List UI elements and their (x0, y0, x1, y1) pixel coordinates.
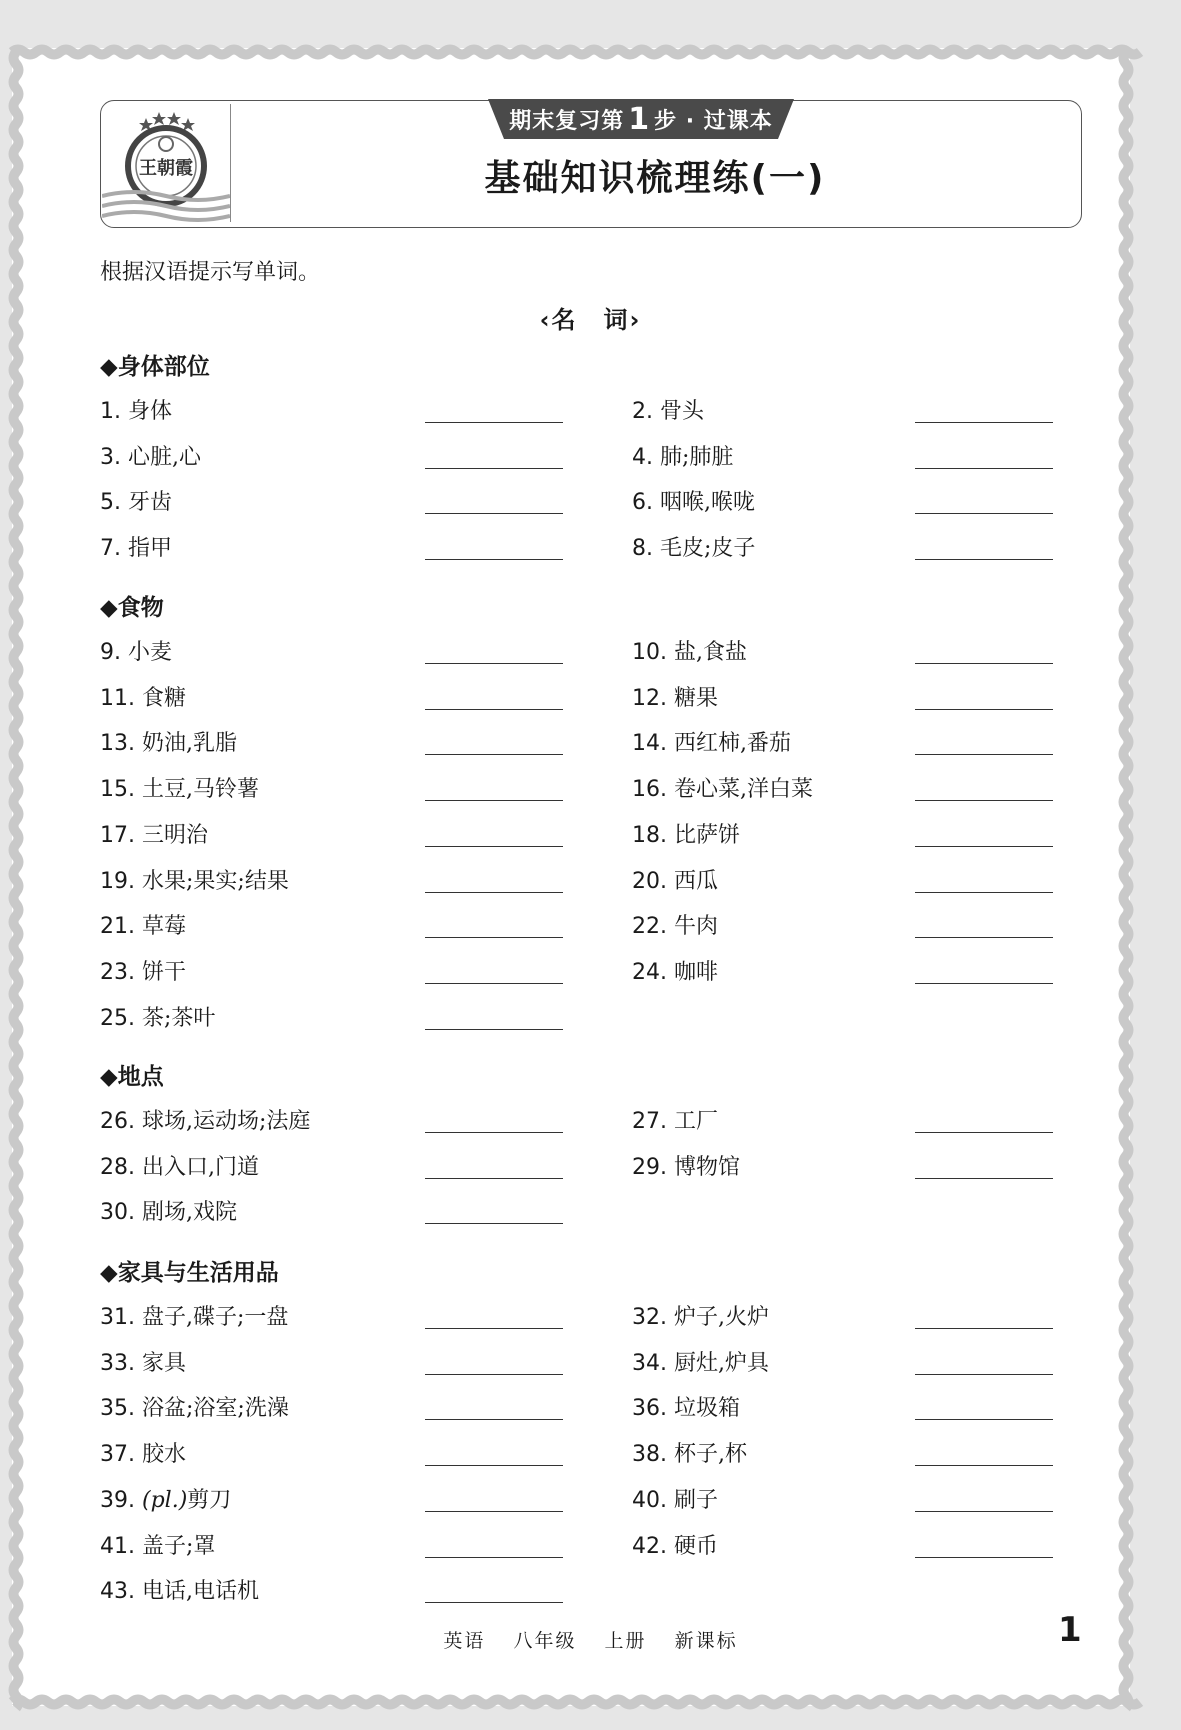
answer-blank[interactable] (425, 468, 563, 469)
item-chinese-hint: 骨头 (660, 399, 705, 424)
exercise-item (100, 440, 201, 471)
exercise-item (632, 864, 718, 895)
category-heading: ◆家具与生活用品 (100, 1260, 279, 1286)
answer-blank[interactable] (425, 709, 563, 710)
item-number: 8. (632, 536, 653, 562)
item-number: 37. (100, 1442, 135, 1468)
item-number: 5. (100, 490, 121, 516)
item-number: 30. (100, 1200, 135, 1226)
answer-blank[interactable] (915, 1178, 1053, 1179)
item-chinese-hint: 咖啡 (674, 959, 719, 985)
item-number: 33. (100, 1350, 135, 1376)
item-chinese-hint: 比萨饼 (674, 822, 741, 848)
answer-blank[interactable] (915, 559, 1053, 560)
answer-blank[interactable] (425, 1178, 563, 1179)
category-heading: ◆身体部位 (100, 354, 210, 380)
item-chinese-hint: 肺;肺脏 (660, 444, 734, 470)
answer-blank[interactable] (915, 1374, 1053, 1375)
answer-blank[interactable] (425, 1511, 563, 1512)
item-number: 28. (100, 1154, 135, 1180)
answer-blank[interactable] (425, 1602, 563, 1603)
section-heading: ‹名 词› (539, 306, 642, 334)
answer-blank[interactable] (915, 709, 1053, 710)
item-number: 4. (632, 444, 653, 470)
exercise-item (632, 635, 747, 666)
exercise-item (632, 909, 718, 940)
footer-grade: 八年级 (513, 1630, 577, 1652)
exercise-item (100, 1346, 186, 1377)
answer-blank[interactable] (915, 1511, 1053, 1512)
item-number: 32. (632, 1305, 667, 1330)
answer-blank[interactable] (915, 937, 1053, 938)
exercise-item (632, 440, 733, 471)
item-number: 6. (632, 490, 653, 516)
exercise-item (632, 1483, 718, 1514)
answer-blank[interactable] (425, 1465, 563, 1466)
item-chinese-hint: 厨灶,炉具 (674, 1350, 769, 1376)
item-number: 26. (100, 1109, 135, 1134)
item-chinese-hint: 饼干 (142, 959, 187, 985)
item-chinese-hint: 心脏,心 (128, 444, 201, 470)
item-chinese-hint: 球场,运动场;法庭 (142, 1109, 311, 1134)
answer-blank[interactable] (425, 846, 563, 847)
item-chinese-hint: 胶水 (142, 1442, 187, 1468)
item-chinese-hint: 草莓 (142, 914, 187, 940)
footer-volume: 上册 (604, 1630, 647, 1652)
item-number: 40. (632, 1487, 667, 1513)
item-chinese-hint: 茶;茶叶 (142, 1005, 216, 1031)
item-number: 24. (632, 959, 667, 985)
exercise-item (100, 955, 186, 986)
exercise-item (100, 1483, 231, 1514)
item-chinese-hint: 指甲 (128, 536, 173, 562)
exercise-item (632, 681, 718, 712)
item-number: 21. (100, 914, 135, 940)
answer-blank[interactable] (915, 983, 1053, 984)
exercise-item (632, 1346, 769, 1377)
item-number: 18. (632, 822, 667, 848)
answer-blank[interactable] (425, 663, 563, 664)
answer-blank[interactable] (425, 1223, 563, 1224)
item-number: 42. (632, 1533, 667, 1559)
answer-blank[interactable] (425, 892, 563, 893)
answer-blank[interactable] (915, 422, 1053, 423)
item-number: 14. (632, 731, 667, 757)
item-number: 16. (632, 777, 667, 803)
answer-blank[interactable] (425, 559, 563, 560)
exercise-item (100, 1195, 237, 1226)
item-chinese-hint: 小麦 (128, 640, 173, 665)
exercise-item (632, 772, 813, 803)
item-chinese-hint: 咽喉,喉咙 (660, 490, 755, 516)
answer-blank[interactable] (915, 468, 1053, 469)
item-number: 13. (100, 731, 135, 757)
exercise-item (632, 485, 755, 516)
banner-text-pre: 期末复习第 (509, 108, 625, 134)
exercise-item (100, 394, 172, 425)
exercise-item (100, 864, 289, 895)
item-chinese-hint: 奶油,乳脂 (142, 731, 237, 757)
exercise-item (632, 955, 718, 986)
answer-blank[interactable] (915, 892, 1053, 893)
publisher-logo (102, 104, 230, 222)
exercise-item (100, 1574, 259, 1605)
banner-text-post: 步 · 过课本 (654, 108, 773, 134)
answer-blank[interactable] (425, 983, 563, 984)
exercise-item (100, 1150, 259, 1181)
item-number: 25. (100, 1005, 135, 1031)
answer-blank[interactable] (915, 1557, 1053, 1558)
exercise-item (100, 772, 259, 803)
item-chinese-hint: 盘子,碟子;一盘 (142, 1305, 289, 1330)
item-number: 35. (100, 1396, 135, 1422)
item-number: 3. (100, 444, 121, 470)
page-number: 1 (1058, 1610, 1082, 1650)
item-number: 7. (100, 536, 121, 562)
item-number: 38. (632, 1442, 667, 1468)
svg-text:王朝霞: 王朝霞 (139, 158, 193, 179)
answer-blank[interactable] (425, 1557, 563, 1558)
exercise-item (100, 635, 172, 666)
item-chinese-hint: 糖果 (674, 685, 719, 711)
item-chinese-hint: 盖子;罩 (142, 1533, 216, 1559)
answer-blank[interactable] (915, 1132, 1053, 1133)
exercise-item (632, 818, 740, 849)
item-chinese-hint: 家具 (142, 1350, 187, 1376)
item-number: 17. (100, 822, 135, 848)
item-number: 19. (100, 868, 135, 894)
answer-blank[interactable] (915, 1465, 1053, 1466)
item-chinese-hint: 牙齿 (128, 490, 173, 516)
exercise-item (100, 1300, 288, 1331)
category-heading: ◆食物 (100, 595, 164, 621)
banner-label (488, 99, 794, 139)
item-number: 43. (100, 1579, 135, 1605)
item-number: 9. (100, 640, 121, 665)
page-footer (0, 1626, 1181, 1653)
answer-blank[interactable] (425, 1374, 563, 1375)
item-number: 10. (632, 640, 667, 665)
page-title: 基础知识梳理练(一) (484, 158, 826, 199)
exercise-item (632, 1391, 740, 1422)
item-number: 15. (100, 777, 135, 803)
exercise-item (100, 1391, 289, 1422)
item-number: 2. (632, 399, 653, 424)
exercise-item (632, 1300, 769, 1331)
item-chinese-hint: 博物馆 (674, 1154, 741, 1180)
item-chinese-hint: 三明治 (142, 822, 209, 848)
category-heading: ◆地点 (100, 1064, 164, 1090)
exercise-item (632, 1104, 718, 1135)
item-chinese-hint: 杯子,杯 (674, 1442, 747, 1468)
item-number: 34. (632, 1350, 667, 1376)
answer-blank[interactable] (915, 1419, 1053, 1420)
exercise-item (100, 681, 186, 712)
answer-blank[interactable] (915, 754, 1053, 755)
item-number: 39. (100, 1487, 135, 1513)
answer-blank[interactable] (425, 1029, 563, 1030)
item-chinese-hint: 卷心菜,洋白菜 (674, 777, 813, 803)
footer-edition: 新课标 (674, 1630, 738, 1652)
item-number: 36. (632, 1396, 667, 1422)
item-chinese-hint: 西瓜 (674, 868, 719, 894)
exercise-item (100, 485, 172, 516)
item-number: 12. (632, 685, 667, 711)
exercise-item (100, 726, 237, 757)
item-chinese-hint: 牛肉 (674, 914, 719, 940)
exercise-item (632, 1529, 718, 1560)
item-chinese-hint: 西红柿,番茄 (674, 731, 791, 757)
exercise-item (632, 394, 704, 425)
item-chinese-hint: 硬币 (674, 1533, 719, 1559)
item-prefix: (pl.) (142, 1487, 188, 1513)
footer-subject: 英语 (443, 1630, 486, 1652)
item-chinese-hint: 水果;果实;结果 (142, 868, 289, 894)
answer-blank[interactable] (425, 1328, 563, 1329)
banner-step-number: 1 (628, 101, 651, 137)
item-number: 20. (632, 868, 667, 894)
exercise-item (632, 531, 755, 562)
item-number: 11. (100, 685, 135, 711)
answer-blank[interactable] (425, 800, 563, 801)
exercise-item (100, 531, 172, 562)
item-chinese-hint: 土豆,马铃薯 (142, 777, 259, 803)
exercise-item (100, 818, 208, 849)
instruction-text: 根据汉语提示写单词。 (100, 260, 321, 285)
exercise-item (100, 1104, 310, 1135)
item-chinese-hint: 刷子 (674, 1487, 719, 1513)
item-number: 41. (100, 1533, 135, 1559)
answer-blank[interactable] (915, 513, 1053, 514)
item-chinese-hint: 食糖 (142, 685, 187, 711)
item-chinese-hint: 炉子,火炉 (674, 1305, 769, 1330)
exercise-item (100, 1529, 215, 1560)
item-chinese-hint: 身体 (128, 399, 173, 424)
answer-blank[interactable] (425, 513, 563, 514)
answer-blank[interactable] (915, 1328, 1053, 1329)
item-number: 22. (632, 914, 667, 940)
answer-blank[interactable] (425, 754, 563, 755)
exercise-item (100, 1001, 215, 1032)
exercise-item (632, 726, 791, 757)
item-chinese-hint: 毛皮;皮子 (660, 536, 756, 562)
item-chinese-hint: 剪刀 (187, 1487, 232, 1513)
answer-blank[interactable] (425, 422, 563, 423)
item-number: 23. (100, 959, 135, 985)
item-chinese-hint: 工厂 (674, 1109, 719, 1134)
item-number: 1. (100, 399, 121, 424)
item-number: 27. (632, 1109, 667, 1134)
exercise-item (100, 909, 186, 940)
answer-blank[interactable] (915, 800, 1053, 801)
item-chinese-hint: 浴盆;浴室;洗澡 (142, 1396, 289, 1422)
answer-blank[interactable] (425, 1419, 563, 1420)
item-chinese-hint: 盐,食盐 (674, 640, 747, 665)
answer-blank[interactable] (425, 937, 563, 938)
exercise-item (632, 1150, 740, 1181)
item-chinese-hint: 剧场,戏院 (142, 1200, 237, 1226)
item-number: 31. (100, 1305, 135, 1330)
exercise-item (100, 1437, 186, 1468)
answer-blank[interactable] (425, 1132, 563, 1133)
exercise-item (632, 1437, 747, 1468)
item-number: 29. (632, 1154, 667, 1180)
item-chinese-hint: 电话,电话机 (142, 1579, 259, 1605)
item-chinese-hint: 垃圾箱 (674, 1396, 741, 1422)
item-chinese-hint: 出入口,门道 (142, 1154, 259, 1180)
answer-blank[interactable] (915, 663, 1053, 664)
answer-blank[interactable] (915, 846, 1053, 847)
